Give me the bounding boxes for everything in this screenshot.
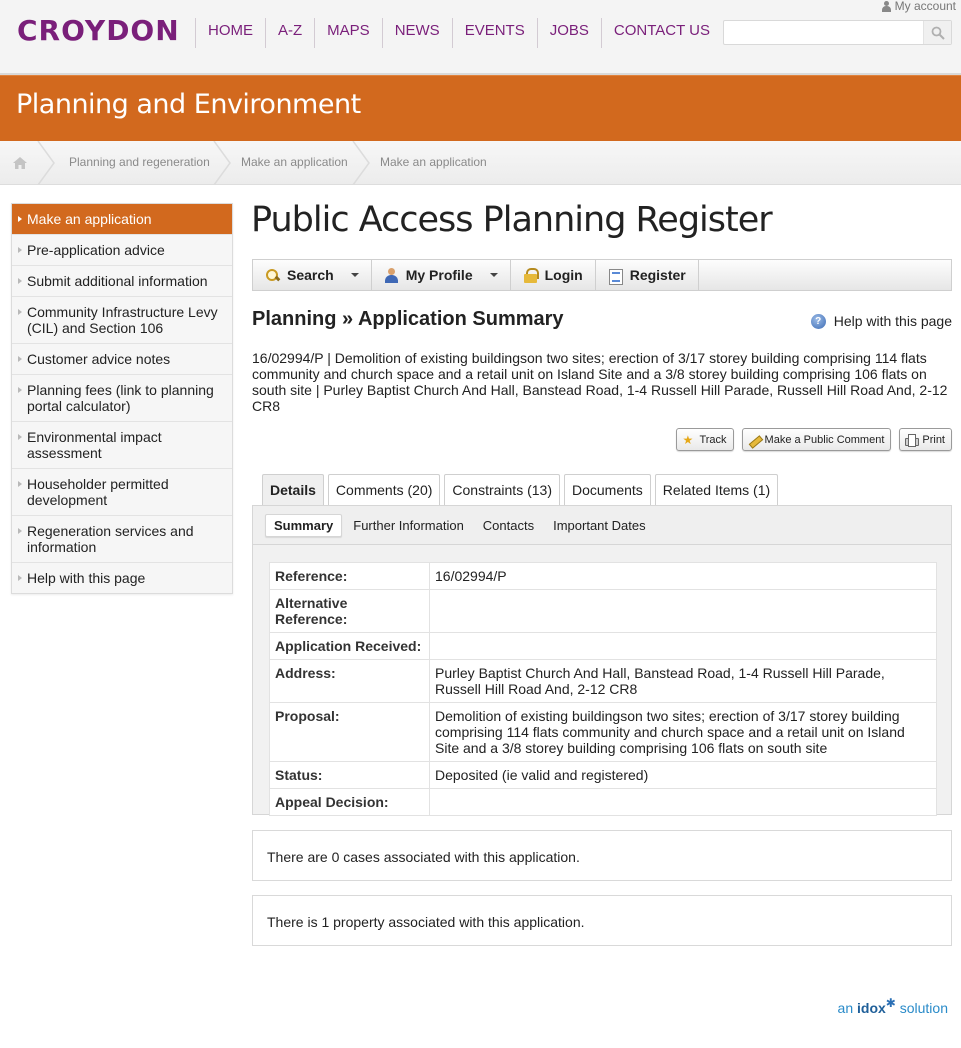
breadcrumb-separator: [36, 141, 58, 185]
details-subtabs: [252, 505, 952, 545]
application-summary-heading: Planning » Application Summary: [252, 308, 564, 330]
breadcrumb-make-application[interactable]: Make an application: [241, 155, 348, 169]
sidebar-item-householder-permitted[interactable]: [12, 469, 232, 516]
main-nav: [195, 18, 722, 48]
row-value: Deposited (ie valid and registered): [430, 762, 937, 789]
sidebar-item-label: Make an application: [27, 211, 152, 227]
breadcrumb-home[interactable]: [0, 141, 40, 185]
lock-icon: [523, 268, 538, 283]
sidebar-item-label: Pre-application advice: [27, 242, 165, 258]
star-icon: ★: [682, 432, 694, 447]
sidebar-item-label: Householder permitted development: [27, 476, 169, 508]
breadcrumb-current: Make an application: [380, 155, 487, 169]
idox-spark-icon: ✱: [885, 996, 896, 1010]
arrow-right-icon: [18, 387, 22, 393]
row-label: Application Received:: [270, 633, 430, 660]
site-search-button[interactable]: [923, 21, 951, 44]
home-icon: [12, 156, 28, 170]
pencil-icon: [748, 434, 760, 446]
person-icon: [882, 1, 891, 12]
idox-post: solution: [899, 1000, 948, 1016]
row-label: Reference:: [270, 563, 430, 590]
sidebar-item-label: Help with this page: [27, 570, 146, 586]
sidebar-item-label: Planning fees (link to planning portal calculator): [27, 382, 214, 414]
search-icon: [931, 26, 945, 40]
sidebar-item-submit-additional-info[interactable]: [12, 266, 232, 297]
print-label: Print: [922, 433, 945, 446]
sidebar-item-label: Customer advice notes: [27, 351, 171, 367]
sidebar-item-label: Environmental impact assessment: [27, 429, 162, 461]
row-value: [430, 590, 937, 633]
nav-contact-us[interactable]: CONTACT US: [601, 18, 722, 48]
chevron-down-icon: [490, 273, 498, 277]
register-icon: [608, 268, 623, 283]
table-row: [270, 590, 937, 633]
track-button[interactable]: [676, 428, 733, 451]
row-label: Address:: [270, 660, 430, 703]
sidebar-item-help[interactable]: [12, 563, 232, 593]
idox-logo: [837, 996, 948, 1016]
printer-icon: [905, 434, 917, 446]
login-label: Login: [544, 267, 583, 283]
row-value: Demolition of existing buildingson two sites; erection of 3/17 storey building comprising 114 flats community and church space and a retail unit on Island Site and a 3/8 storey building comprising 106 flats on south site: [430, 703, 937, 762]
simple-details-table: [269, 562, 937, 816]
my-profile-menu-button[interactable]: [372, 260, 511, 290]
track-label: Track: [699, 433, 727, 446]
arrow-right-icon: [18, 247, 22, 253]
sidebar-item-regeneration-services[interactable]: [12, 516, 232, 563]
application-summary-text: 16/02994/P | Demolition of existing buildingson two sites; erection of 3/17 storey building comprising 114 flats community and church space and a retail unit on Island Site and a 3/8 storey building comprising 106 flats on south site | Purley Baptist Church And Hall, Banstead Road, 1-4 Russell Hill Parade, Russell Hill Road And, 2-12 CR8: [252, 350, 948, 414]
my-account-link[interactable]: [882, 0, 956, 13]
page-title: Public Access Planning Register: [251, 200, 772, 240]
details-panel: [252, 545, 952, 815]
table-row: [270, 563, 937, 590]
sidebar-nav: [11, 203, 233, 594]
nav-maps[interactable]: MAPS: [314, 18, 382, 48]
row-value: [430, 633, 937, 660]
site-header: [0, 0, 961, 75]
sidebar-item-label: Regeneration services and information: [27, 523, 194, 555]
profile-icon: [384, 268, 399, 283]
tab-documents[interactable]: Documents: [564, 474, 651, 505]
subtab-further-information[interactable]: Further Information: [353, 517, 464, 533]
table-row: [270, 703, 937, 762]
nav-home[interactable]: HOME: [195, 18, 265, 48]
nav-events[interactable]: EVENTS: [452, 18, 537, 48]
breadcrumb: [0, 141, 961, 185]
help-link-label: Help with this page: [833, 313, 952, 329]
sidebar-item-pre-application-advice[interactable]: [12, 235, 232, 266]
application-actions: [676, 428, 952, 451]
register-toolbar: [252, 259, 952, 291]
subtab-important-dates[interactable]: Important Dates: [553, 517, 646, 533]
print-button[interactable]: [899, 428, 952, 451]
section-banner: [0, 75, 961, 141]
associated-property-box: There is 1 property associated with this application.: [252, 895, 952, 946]
row-label: Status:: [270, 762, 430, 789]
application-tabs: [262, 474, 778, 505]
help-with-page-link[interactable]: [811, 313, 952, 329]
help-icon: ?: [811, 314, 826, 329]
magnifier-icon: [265, 268, 280, 283]
register-label: Register: [629, 267, 686, 283]
row-value: Purley Baptist Church And Hall, Banstead Road, 1-4 Russell Hill Parade, Russell Hill Road And, 2-12 CR8: [430, 660, 937, 703]
subtab-contacts[interactable]: Contacts: [482, 517, 535, 533]
sidebar-item-cil-section-106[interactable]: [12, 297, 232, 344]
row-label: Appeal Decision:: [270, 789, 430, 816]
idox-pre: an: [837, 1000, 854, 1016]
site-search: [723, 20, 952, 45]
idox-brand: idox: [857, 1000, 886, 1016]
arrow-right-icon: [18, 575, 22, 581]
sidebar-item-make-application[interactable]: [12, 204, 232, 235]
croydon-logo[interactable]: CROYDON: [17, 14, 180, 47]
make-public-comment-label: Make a Public Comment: [764, 433, 885, 446]
arrow-right-icon: [18, 434, 22, 440]
breadcrumb-separator: [212, 141, 234, 185]
tab-related-items[interactable]: Related Items (1): [655, 474, 778, 505]
arrow-right-icon: [18, 216, 22, 222]
section-title: Planning and Environment: [16, 89, 361, 120]
search-menu-label: Search: [287, 267, 334, 283]
row-value: 16/02994/P: [430, 563, 937, 590]
tab-comments[interactable]: Comments (20): [328, 474, 440, 505]
sidebar-item-label: Community Infrastructure Levy (CIL) and Section 106: [27, 304, 218, 336]
arrow-right-icon: [18, 356, 22, 362]
nav-news[interactable]: NEWS: [382, 18, 452, 48]
sidebar-item-environmental-impact[interactable]: [12, 422, 232, 469]
sidebar-item-planning-fees[interactable]: [12, 375, 232, 422]
my-account-label: My account: [894, 0, 956, 13]
site-search-input[interactable]: [724, 21, 922, 44]
table-row: [270, 660, 937, 703]
table-row: [270, 762, 937, 789]
subtab-summary[interactable]: Summary: [265, 514, 342, 537]
breadcrumb-planning-regeneration[interactable]: Planning and regeneration: [69, 155, 210, 169]
arrow-right-icon: [18, 481, 22, 487]
register-button[interactable]: [596, 260, 699, 290]
table-row: [270, 633, 937, 660]
nav-a-z[interactable]: A-Z: [265, 18, 314, 48]
login-button[interactable]: [511, 260, 596, 290]
chevron-down-icon: [351, 273, 359, 277]
arrow-right-icon: [18, 278, 22, 284]
sidebar-item-customer-advice-notes[interactable]: [12, 344, 232, 375]
nav-jobs[interactable]: JOBS: [537, 18, 601, 48]
make-public-comment-button[interactable]: [742, 428, 892, 451]
tab-details[interactable]: Details: [262, 474, 324, 505]
search-menu-button[interactable]: [253, 260, 372, 290]
my-profile-label: My Profile: [405, 267, 473, 283]
associated-cases-box: There are 0 cases associated with this application.: [252, 830, 952, 881]
row-label: Proposal:: [270, 703, 430, 762]
tab-constraints[interactable]: Constraints (13): [444, 474, 560, 505]
sidebar-item-label: Submit additional information: [27, 273, 208, 289]
row-value: [430, 789, 937, 816]
table-row: [270, 789, 937, 816]
arrow-right-icon: [18, 528, 22, 534]
breadcrumb-separator: [351, 141, 373, 185]
arrow-right-icon: [18, 309, 22, 315]
row-label: Alternative Reference:: [270, 590, 430, 633]
